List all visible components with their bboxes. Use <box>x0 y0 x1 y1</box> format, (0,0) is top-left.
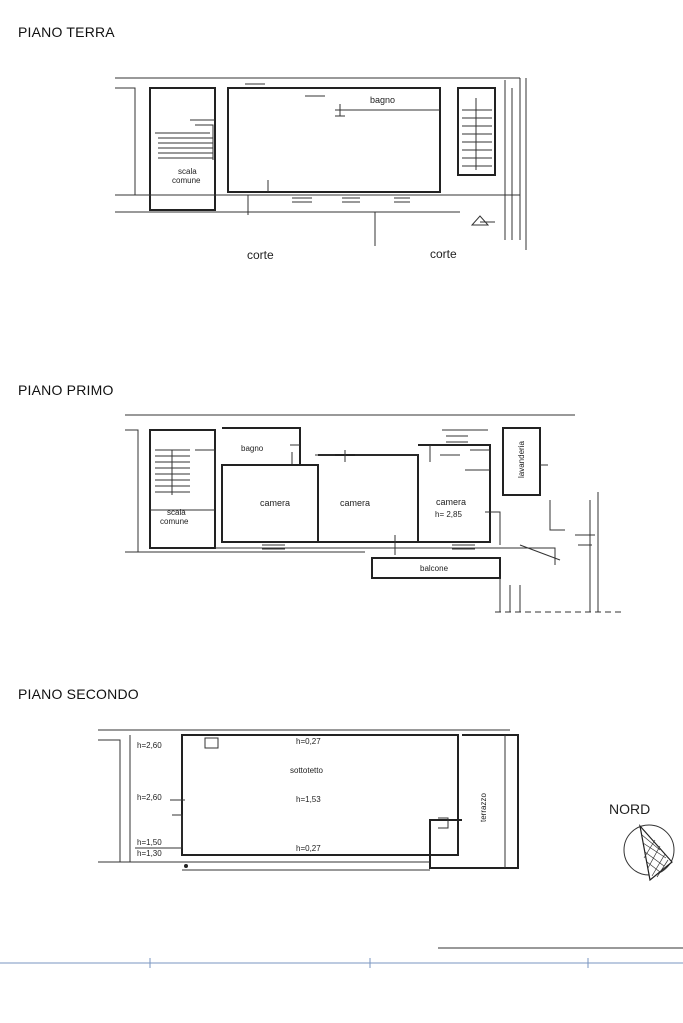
room-camera-1: camera <box>260 498 291 508</box>
scan-border <box>0 958 683 968</box>
room-camera-3: camera <box>436 497 467 507</box>
room-comune-primo: comune <box>160 517 189 526</box>
height-mid: h=1,53 <box>296 795 321 804</box>
room-bagno-primo: bagno <box>241 444 264 453</box>
outside-corte-right: corte <box>430 247 457 261</box>
outside-corte-left: corte <box>247 248 274 262</box>
room-terrazzo: terrazzo <box>479 793 488 822</box>
room-balcone: balcone <box>420 564 449 573</box>
room-scala-primo: scala <box>167 508 186 517</box>
floor-title-terra: PIANO TERRA <box>18 24 115 40</box>
plan-piano-terra <box>115 78 526 250</box>
height-top: h=0,27 <box>296 737 321 746</box>
room-comune-terra: comune <box>172 176 201 185</box>
room-bagno-terra: bagno <box>370 95 396 105</box>
height-left-4: h=1,30 <box>137 849 162 858</box>
floor-title-primo: PIANO PRIMO <box>18 382 114 398</box>
room-scala-terra: scala <box>178 167 197 176</box>
room-camera-3-height: h= 2,85 <box>435 510 462 519</box>
room-sottotetto: sottotetto <box>290 766 323 775</box>
plan-piano-primo <box>125 415 625 612</box>
compass-label: NORD <box>609 801 651 817</box>
floor-title-secondo: PIANO SECONDO <box>18 686 139 702</box>
height-left-3: h=1,50 <box>137 838 162 847</box>
room-lavanderia: lavanderia <box>517 441 526 478</box>
room-camera-2: camera <box>340 498 371 508</box>
height-bottom: h=0,27 <box>296 844 321 853</box>
height-left-2: h=2,60 <box>137 793 162 802</box>
height-left-1: h=2,60 <box>137 741 162 750</box>
north-compass-icon <box>624 825 674 880</box>
